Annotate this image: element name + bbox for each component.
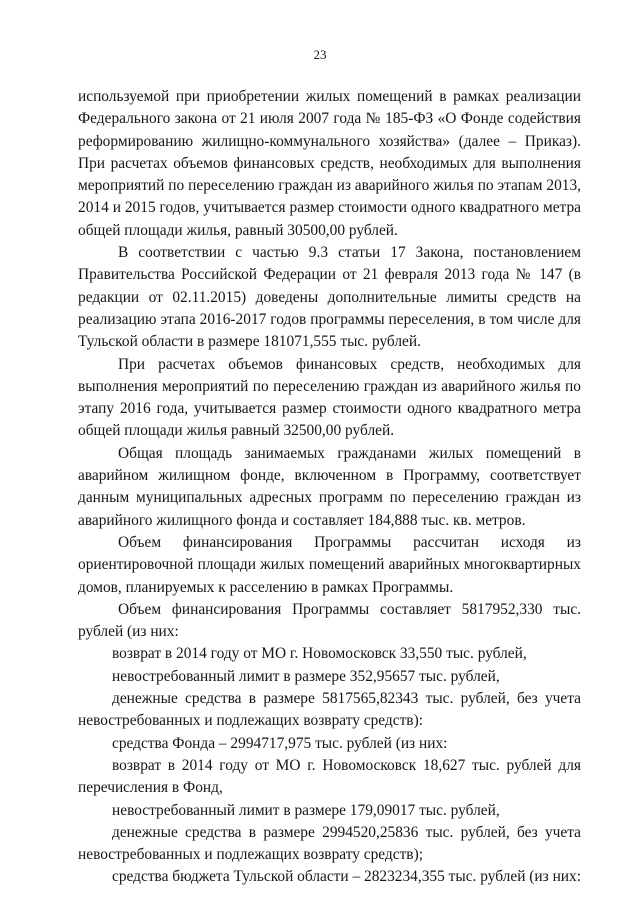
list-item-unclaimed-limit: невостребованный лимит в размере 352,95657 тыс. рублей, <box>112 667 500 685</box>
list-item-cash-funds: денежные средства в размере 5817565,82343 тыс. рублей, без учета невостребованных и подлежащих возврату средств): <box>78 690 581 730</box>
list-item-fund-cash: денежные средства в размере 2994520,25836 тыс. рублей, без учета невостребованных и подлежащих возврату средств); <box>78 823 581 864</box>
list-item-regional-budget: средства бюджета Тульской области – 2823234,355 тыс. рублей (из них: <box>112 868 582 886</box>
paragraph-funding-total: Объем финансирования Программы составляет 5817952,330 тыс. рублей (из них: <box>78 600 581 641</box>
document-body <box>78 86 581 889</box>
paragraph-intro: используемой при приобретении жилых помещений в рамках реализации Федерального закона от 21 июля 2007 года № 185-ФЗ «О Фонде содействия реформированию жилищно-коммунального хозяйства» (далее – Приказ). При расчетах объемов финансовых средств, необходимых для выполнения мероприятий по переселению граждан из аварийного жилья по этапам 2013, 2014 и 2015 годов, учитывается размер стоимости одного квадратного метра общей площади жилья, равный 30500,00 рублей. <box>78 88 581 239</box>
paragraph-calculation-2016: При расчетах объемов финансовых средств, необходимых для выполнения мероприятий по переселению граждан из аварийного жилья по этапу 2016 года, учитывается размер стоимости одного квадратного метра общей площади жилья равный 32500,00 рублей. <box>78 355 581 440</box>
paragraph-funding-basis: Объем финансирования Программы рассчитан исходя из ориентировочной площади жилых помещений аварийных многоквартирных домов, планируемых к расселению в рамках Программы. <box>78 533 581 596</box>
paragraph-law-reference: В соответствии с частью 9.3 статьи 17 Закона, постановлением Правительства Российской Федерации от 21 февраля 2013 года № 147 (в редакции от 02.11.2015) доведены дополнительные лимиты средств на реализацию этапа 2016-2017 годов программы переселения, в том числе для Тульской области в размере 181071,555 тыс. рублей. <box>78 244 581 351</box>
list-item-fund-return-2014: возврат в 2014 году от МО г. Новомосковск 18,627 тыс. рублей для перечисления в Фонд, <box>78 756 581 797</box>
list-item-return-2014: возврат в 2014 году от МО г. Новомосковск 33,550 тыс. рублей, <box>112 645 527 663</box>
list-item-fund-means: средства Фонда – 2994717,975 тыс. рублей (из них: <box>112 734 448 752</box>
page-number: 23 <box>313 47 327 62</box>
paragraph-total-area: Общая площадь занимаемых гражданами жилых помещений в аварийном жилищном фонде, включенном в Программу, соответствует данным муниципальных адресных программ по переселению граждан из аварийного жилищного фонда и составляет 184,888 тыс. кв. метров. <box>78 444 581 529</box>
list-item-fund-unclaimed-limit: невостребованный лимит в размере 179,09017 тыс. рублей, <box>112 801 500 819</box>
